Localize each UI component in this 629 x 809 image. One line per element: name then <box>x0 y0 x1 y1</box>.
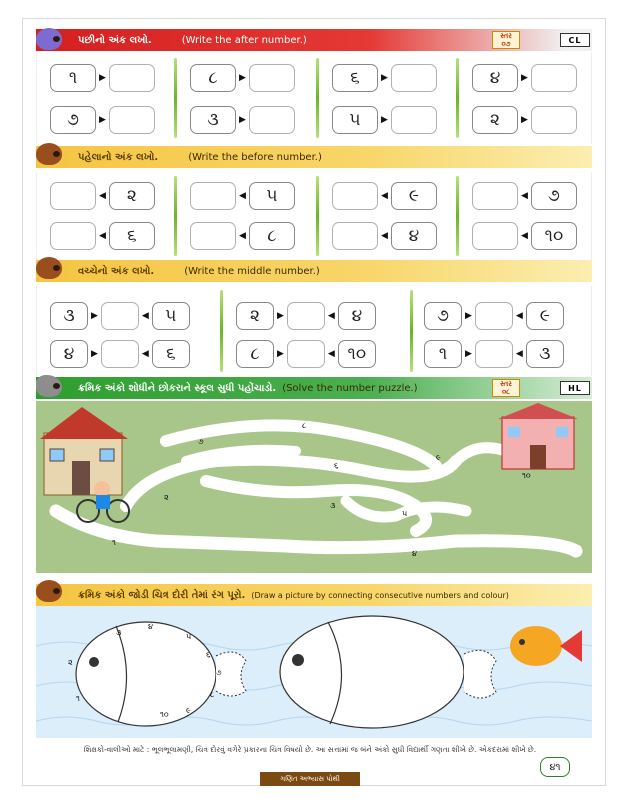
fish-number: ૪ <box>148 622 153 631</box>
answer-box[interactable] <box>249 106 295 134</box>
section-puzzle-title: ક્રમિક અંકો શોધીને છોકરાને સ્કૂલ સુધી પહોંચાડો. <box>78 382 277 394</box>
answer-box[interactable] <box>332 222 378 250</box>
maze-number: ૧ <box>112 538 116 547</box>
after-item: ૪ ▶ <box>472 64 577 92</box>
answer-box[interactable] <box>332 182 378 210</box>
section-after-title: પછીનો અંક લખો. <box>78 34 152 46</box>
footer-title: ગણિત અભ્યાસ પોથી <box>260 772 360 786</box>
maze-number: ૬ <box>334 461 339 470</box>
answer-box[interactable] <box>109 64 155 92</box>
dog-mascot-icon <box>36 580 62 602</box>
dog-mascot-icon <box>36 257 62 279</box>
answer-box[interactable] <box>101 340 139 368</box>
separator <box>316 58 319 138</box>
teacher-note: શિક્ષકો-વાલીઓ માટે : ભૂલભૂલામણી, ચિત્ર દોરવું વગેરે પ્રકારના ચિત્ર વિષયો છે. આ સત્તામાં જ બંને અંકો સુધી વિદ્યાર્થી ગણતા શીખે છે. એકંદરામાં શીખે છે. <box>83 745 537 754</box>
separator <box>174 176 177 256</box>
middle-item: ૩ ▶ ◀ ૫ <box>50 302 190 330</box>
answer-box[interactable] <box>475 302 513 330</box>
answer-box[interactable] <box>531 64 577 92</box>
fish-number: ૫ <box>186 632 192 641</box>
answer-box[interactable] <box>190 222 236 250</box>
after-item: ૩ ▶ <box>190 106 295 134</box>
section-puzzle-subtitle: (Solve the number puzzle.) <box>282 382 418 394</box>
answer-box[interactable] <box>287 340 325 368</box>
section-before-subtitle: (Write the before number.) <box>188 151 322 163</box>
answer-box[interactable] <box>190 182 236 210</box>
before-item: ◀ ૧૦ <box>472 222 577 250</box>
answer-box[interactable] <box>101 302 139 330</box>
separator <box>456 176 459 256</box>
after-item: ૮ ▶ <box>190 64 295 92</box>
separator <box>174 58 177 138</box>
fish-number: ૧૦ <box>160 710 169 719</box>
page-number: ૪૧ <box>540 757 570 777</box>
section-after-subtitle: (Write the after number.) <box>181 34 307 46</box>
middle-item: ૭ ▶ ◀ ૯ <box>424 302 564 330</box>
answer-box[interactable] <box>391 106 437 134</box>
before-item: ◀ ૯ <box>332 182 437 210</box>
maze-number: ૨ <box>164 493 169 502</box>
before-item: ◀ ૫ <box>190 182 295 210</box>
answer-box[interactable] <box>475 340 513 368</box>
separator <box>410 290 413 372</box>
separator <box>456 58 459 138</box>
answer-box[interactable] <box>50 182 96 210</box>
section-middle-subtitle: (Write the middle number.) <box>184 265 320 277</box>
after-item: ૬ ▶ <box>332 64 437 92</box>
section-middle-title: વચ્ચેનો અંક લખો. <box>78 265 155 277</box>
after-item: ૭ ▶ <box>50 106 155 134</box>
fish-number: ૩ <box>116 628 122 637</box>
maze-svg <box>36 401 592 573</box>
section-middle-banner <box>36 260 592 282</box>
maze-number: ૭ <box>198 437 204 446</box>
section-drawing-title: ક્રમિક અંકો જોડી ચિત્ર દોરી તેમાં રંગ પૂરો. <box>78 589 246 601</box>
fish-number: ૧ <box>76 694 80 703</box>
answer-box[interactable] <box>472 182 518 210</box>
dog-mascot-icon <box>36 143 62 165</box>
fish-svg <box>36 606 592 738</box>
before-item: ◀ ૬ <box>50 222 155 250</box>
fish-number: ૯ <box>186 706 191 715</box>
answer-box[interactable] <box>50 222 96 250</box>
section-drawing-subtitle: (Draw a picture by connecting consecutive numbers and colour) <box>251 590 509 600</box>
maze-number: ૧૦ <box>522 471 531 480</box>
fish-number: ૭ <box>216 668 222 677</box>
answer-box[interactable] <box>287 302 325 330</box>
maze-number: ૮ <box>302 421 307 430</box>
maze-number: ૩ <box>330 501 336 510</box>
separator <box>220 290 223 372</box>
maze-number: ૪ <box>412 549 417 558</box>
answer-box[interactable] <box>472 222 518 250</box>
answer-box[interactable] <box>109 106 155 134</box>
after-item: ૫ ▶ <box>332 106 437 134</box>
stage-badge: સ્તર ૦૭ <box>492 31 520 49</box>
after-item: ૧ ▶ <box>50 64 155 92</box>
fish-number: ૮ <box>210 690 215 699</box>
maze-area <box>36 401 592 573</box>
middle-item: ૧ ▶ ◀ ૩ <box>424 340 564 368</box>
separator <box>316 176 319 256</box>
answer-box[interactable] <box>249 64 295 92</box>
level-badge: HL <box>560 381 590 395</box>
elephant-mascot-icon <box>36 28 62 50</box>
middle-item: ૮ ▶ ◀ ૧૦ <box>236 340 376 368</box>
maze-number: ૯ <box>436 453 441 462</box>
fish-number: ૬ <box>206 650 211 659</box>
answer-box[interactable] <box>391 64 437 92</box>
after-item: ૨ ▶ <box>472 106 577 134</box>
rhino-mascot-icon <box>36 375 62 397</box>
before-item: ◀ ૨ <box>50 182 155 210</box>
section-before-banner <box>36 146 592 168</box>
maze-number: ૫ <box>402 509 408 518</box>
level-badge: CL <box>560 33 590 47</box>
before-item: ◀ ૪ <box>332 222 437 250</box>
before-item: ◀ ૭ <box>472 182 577 210</box>
stage-badge: સ્તર ૦૮ <box>492 379 520 397</box>
drawing-area <box>36 606 592 738</box>
section-drawing-banner <box>36 584 592 606</box>
middle-item: ૪ ▶ ◀ ૬ <box>50 340 190 368</box>
answer-box[interactable] <box>531 106 577 134</box>
middle-item: ૨ ▶ ◀ ૪ <box>236 302 376 330</box>
fish-number: ૨ <box>68 658 73 667</box>
section-before-title: પહેલાનો અંક લખો. <box>78 151 159 163</box>
before-item: ◀ ૮ <box>190 222 295 250</box>
